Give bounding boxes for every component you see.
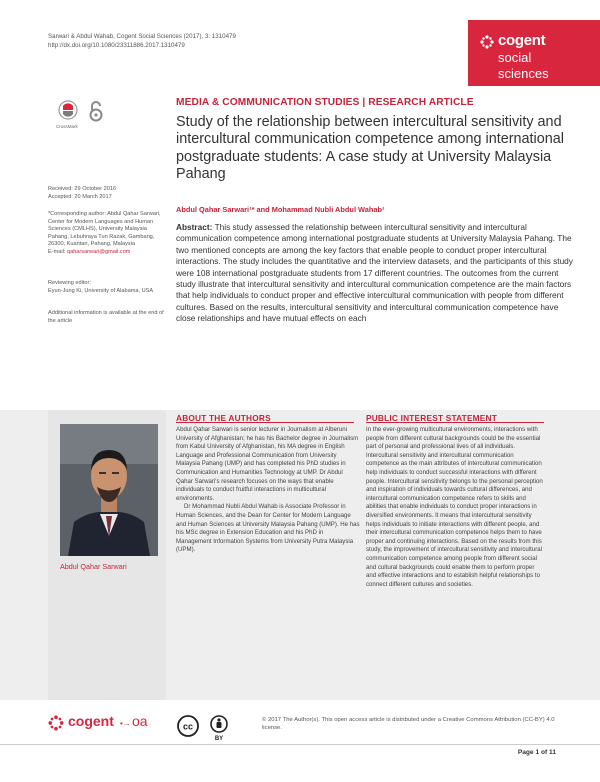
crossmark-icon[interactable] <box>58 100 78 124</box>
corresponding-author <box>48 211 166 257</box>
email-label: E-mail: <box>48 248 66 255</box>
about-paragraph-1: Abdul Qahar Sarwari is senior lecturer in Journalism at Alberuni University of Afghanistan; he has his Bachelor degree in Journalism from Kabul University of Afghanistan, his MA degree in English Language and Professional Communication from University Malaysia Pahang (UMP) and has completed his PhD studies in Communication and Humanities Technology at UMP. Dr Abdul Qahar Sarwari's research focuses on the ways that enable individuals to conduct fruitful interactions in multicultural environments. <box>176 426 359 502</box>
logo-word-cogent: cogent <box>498 32 546 49</box>
author-portrait-icon <box>60 424 158 556</box>
about-paragraph-2: Dr Mohammad Nubli Abdul Wahab is Associate Professor in Human Sciences, and the Dean for Center for Modern Language and Human Sciences at University Malaysia Pahang (UMP). He has his MSc degree in Extension Education and his PhD in Management Information Systems from University Putra Malaysia (UPM). <box>176 503 360 554</box>
public-interest-heading: PUBLIC INTEREST STATEMENT <box>366 413 497 423</box>
footer-logo-text: cogent <box>68 713 114 729</box>
email-line <box>48 249 166 257</box>
author-photo <box>60 424 158 556</box>
public-heading-rule <box>366 422 544 423</box>
footer-logo-dash: •→ <box>120 719 131 728</box>
cogent-oa-dots-icon <box>48 715 64 731</box>
cogent-dots-icon <box>480 35 494 49</box>
corresponding-text: *Corresponding author: Abdul Qahar Sarwari, Center for Modern Languages and Human Sciences (CMLHS), University Malaysia Pahang, Lebuhraya Tun Razak, Gambang, 26300, Kuantan, Pahang, Malaysia <box>48 211 161 248</box>
by-icon-label: BY <box>214 736 224 741</box>
cogent-oa-logo <box>48 713 188 733</box>
license-text: © 2017 The Author(s). This open access article is distributed under a Creative Commons Attribution (CC-BY) 4.0 license. <box>262 717 555 732</box>
email-link[interactable]: qaharsarwari@gmail.com <box>66 248 131 255</box>
public-interest-text: In the ever-growing multicultural environments, interactions with people from different cultural backgrounds could be the essential part of personal and professional lives of all individuals. Intercultural sensitivity and intercultural communication competence as the main attributes of intercultural communication help individuals to conduct successful interactions with different people. Intercultural sensitivity belongs to the personal perception and inspiration of individuals towards cultural differences, and intercultural communication competence refers to skills and abilities that enable individuals to conduct proper interactions in diversified environments. It means that intercultural sensitivity helps individuals to initiate interactions with different people, and their intercultural communication competence helps them to have proper and continuing interactions. Based on the results from this study, the improvement of intercultural sensitivity and intercultural communication competence among people from different social and cultural backgrounds could enable them to perform proper and effective interactions and to establish helpful relationships to connect different cultures and societies. <box>366 426 543 588</box>
reviewing-editor <box>48 280 166 295</box>
article-title: Study of the relationship between intercultural sensitivity and intercultural communication competence among international postgraduate students: A case study at University Malaysia Pahang <box>176 114 564 183</box>
about-authors-text <box>176 426 360 555</box>
running-header <box>48 32 236 50</box>
about-heading-rule <box>176 422 354 423</box>
footer-rule <box>0 744 600 745</box>
logo-word-sciences: sciences <box>498 66 549 81</box>
citation-line: Sarwari & Abdul Wahab, Cogent Social Sciences (2017), 3: 1310479 <box>48 33 236 40</box>
section-label: MEDIA & COMMUNICATION STUDIES | RESEARCH ARTICLE <box>176 97 474 108</box>
doi-link[interactable]: http://dx.doi.org/10.1080/23311886.2017.1310479 <box>48 42 185 49</box>
reviewer-name: Eyun-Jung Ki, University of Alabama, USA <box>48 287 154 294</box>
creative-commons-icon[interactable] <box>177 715 199 737</box>
abstract-text: This study assessed the relationship between intercultural sensitivity and intercultural communication competence among international postgraduate students at University Malaysia Pahang. The two mentioned concepts are among the key factors that enable people to conduct proper intercultural interactions. The study includes the quantitative and the interview datasets, and the participants of this study were 108 international postgraduate students from 17 different countries. The outcomes from the current study illustrate that intercultural sensitivity and intercultural communication competence are the main factors that help individuals to conduct proper and effective intercultural communication with people from different cultures. Based on the results, intercultural sensitivity and intercultural communication competence have close relationships and have mutual effects on each <box>176 222 573 324</box>
attribution-by-icon[interactable] <box>208 715 230 741</box>
footer-logo-suffix: oa <box>132 713 148 729</box>
page-total: of 11 <box>540 749 556 756</box>
page-number <box>518 749 556 756</box>
open-access-icon <box>88 100 104 122</box>
about-authors-heading: ABOUT THE AUTHORS <box>176 413 271 423</box>
crossmark-label: CrossMark <box>56 124 78 129</box>
accepted-date: Accepted: 20 March 2017 <box>48 193 112 200</box>
author-line: Abdul Qahar Sarwari¹* and Mohammad Nubli Abdul Wahab¹ <box>176 205 385 214</box>
abstract-label: Abstract: <box>176 222 213 232</box>
page-prefix: Page <box>517 749 534 756</box>
additional-info: Additional information is available at the end of the article <box>48 310 164 324</box>
cc-icon-label: cc <box>182 721 194 732</box>
photo-caption: Abdul Qahar Sarwari <box>60 562 127 571</box>
logo-word-social: social <box>498 50 532 65</box>
reviewer-label: Reviewing editor: <box>48 280 91 286</box>
received-date: Received: 29 October 2016 <box>48 186 117 192</box>
sidebar-dates <box>48 186 166 201</box>
page-current: 1 <box>535 749 540 756</box>
abstract <box>176 222 574 325</box>
journal-logo <box>468 20 600 86</box>
